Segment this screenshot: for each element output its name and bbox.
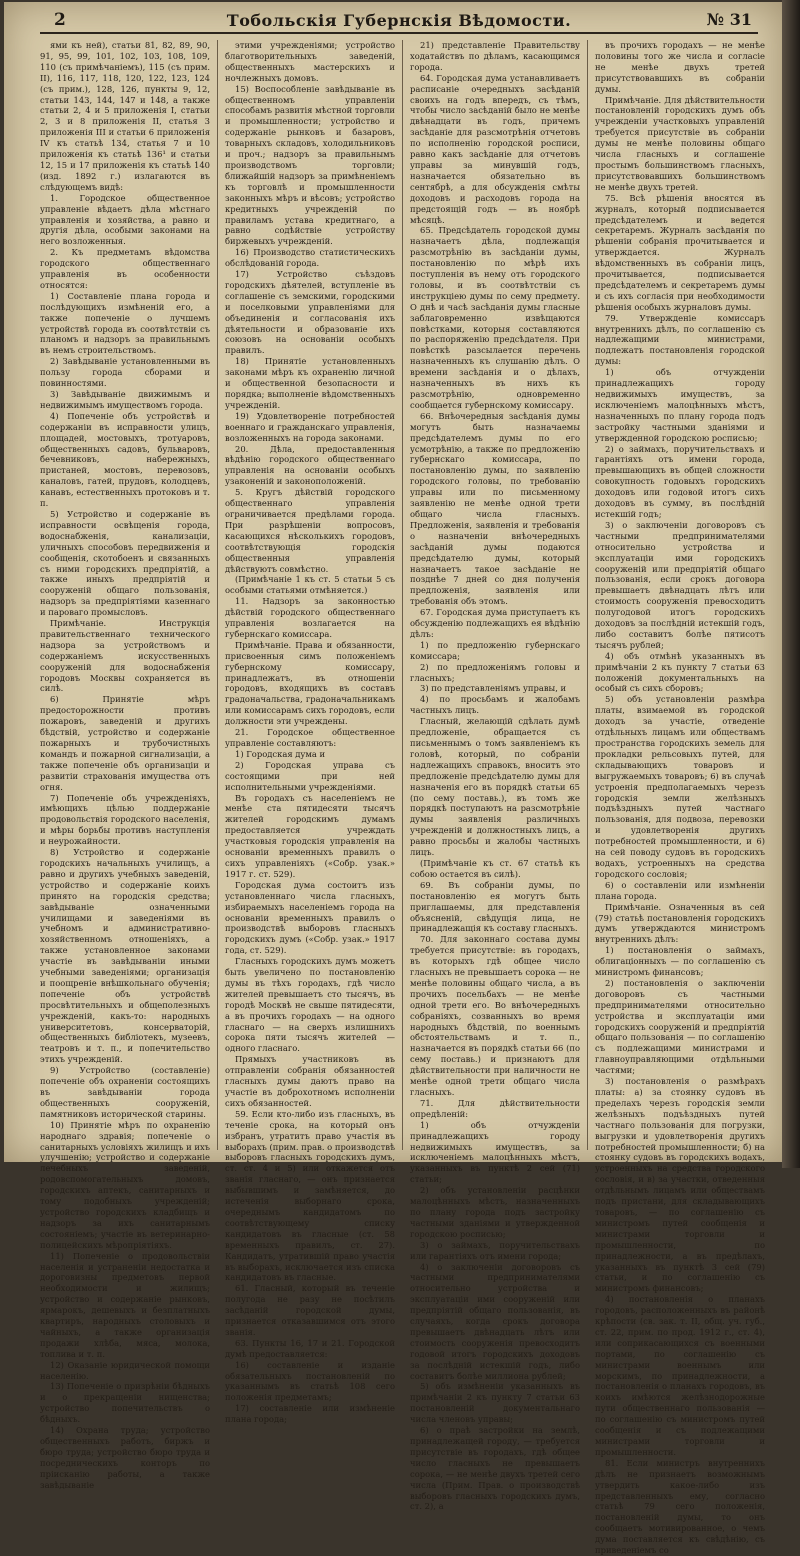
paragraph: 4) Попеченіе объ устройствѣ и содержаніи въ исправности улицъ, площадей, мостовыхъ, тротуаровъ, общественныхъ садовъ, бульваровъ, бечевниковъ, набережныхъ, пристаней, мостовъ, перевозовъ, каналовъ, гатей, прудовъ, колодцевъ, канавъ, естественныхъ протоковъ и т. п. [40,410,210,509]
paragraph: 17) составленіе или измѣненіе плана города; [225,1403,395,1425]
paragraph: 66. Внѣочередныя засѣданія думы могутъ быть назначаемы предсѣдателемъ думы по его усмотрѣнію, а также по предложенію губернскаго комиссара, по постановленію думы, по заявленію городского головы, по требованію управы или по письменному заявленію не менѣе одной трети общаго числа гласныхъ. Предложенія, заявленія и требованія о назначеніи внѣочередныхъ засѣданій думы подаются предсѣдателю думы, который назначаетъ такое засѣданіе не позднѣе 7 дней со дня полученія предложенія, заявленія или требованія объ этомъ. [410,410,580,607]
paragraph: 70. Для законнаго состава думы требуется присутствіе: въ городахъ, въ которыхъ гдѣ общее число гласныхъ не превышаетъ сорока — не менѣе половины общаго числа, а въ прочихъ посельбахъ — не менѣе одной трети его. Во внѣочередныхъ собраніяхъ, созванныхъ во время народныхъ бѣдствій, по военнымъ обстоятельствамъ и т. п., назначается въ порядкѣ статьи 66 (по сему поставь.) и признаютъ для дѣйствительности при наличности не менѣе одной трети общаго числа гласныхъ. [410,934,580,1097]
page-binding-edge [782,0,800,1168]
paragraph: 2) объ установленіи расцѣнки малоцѣнныхъ мѣстъ, назначенныхъ по плану города подъ застройку частными зданіями и утвержденной городскою росписью; [410,1185,580,1239]
paragraph: 4) объ отмѣнѣ указанныхъ въ примѣчаніи 2 къ пункту 7 статьи 63 положеній документальныхъ на особый съ сихъ сборовъ; [595,650,765,694]
paragraph: 20. Дѣла, предоставленныя вѣдѣнію городского общественнаго управленія на основаніи особыхъ узаконеній и законоположеній. [225,443,395,487]
paragraph: 9) Устройство (составленіе) попеченіе объ охраненіи состоящихъ въ завѣдываніи города общественныхъ сооруженій, памятниковъ исторической старины. [40,1065,210,1119]
text-columns [40,40,770,1556]
paragraph: 11. Надзоръ за законностью дѣйствій городского общественнаго управленія возлагается на губернскаго комиссара. [225,596,395,639]
column-1 [40,40,211,1490]
paragraph: 4) о заключеніи договоровъ съ частными предпринимателями относительно устройства и эксплуатаціи ими сооруженій или предпріятій общаго пользованія, въ случаяхъ, когда срокъ договора превышаетъ двѣнадцать лѣтъ или стоимость сооруженія превосходитъ годовой итогъ городскихъ доходовъ за послѣдній истекшій годъ, либо составитъ болѣе миллиона рублей; [410,1261,580,1381]
paragraph: 17) Устройство съѣздовъ городскихъ дѣятелей, вступленіе въ соглашеніе съ земскими, городскими и поселковыми управленіями для объединенія и согласованія ихъ дѣятельности и образованіе ихъ союзовъ на основаніи особыхъ правилъ. [225,269,395,356]
paragraph: 6) Принятіе мѣръ предосторожности противъ пожаровъ, заведеній и другихъ бѣдствій, устройство и содержаніе пожарныхъ и трубочистныхъ командъ и пожарной сигнализаціи, а также попеченіе объ организаціи и развитіи страхованія имущества отъ огня. [40,694,210,792]
paragraph: 5) объ установленіи размѣра платы, взимаемой въ городской доходъ за участіе, отведеніе отдѣльныхъ лицамъ или обществамъ пространства городскихъ земель для прокладки рельсовыхъ путей, для складывающихъ товаровъ и выгружаемыхъ товаровъ; 6) въ случаѣ устроенія предполагаемыхъ черезъ городскія земли желѣзныхъ подъѣздныхъ путей частнаго пользованія, для подвоза, перевозки и удовлетворенія другихъ потребностей промышленности, и 6) на сей поводу судовъ въ городскихъ водахъ, устроенныхъ на средства городского сословія; [595,694,765,879]
paragraph: 2) Городская управа съ состоящими при ней исполнительными учрежденіями. [225,759,395,792]
paragraph: 69. Въ собраніи думы, по постановленію ея могутъ быть приглашаемы, для представленія объясненій, свѣдущія лица, не принадлежащія къ составу гласныхъ. [410,879,580,934]
paragraph: 1) Городская дума и [235,748,326,759]
paragraph: Примѣчаніе. Права и обязанности, присвоенныя симъ положеніемъ губернскому комиссару, принадлежатъ, въ отношеніи городовъ, входящихъ въ составъ градоначальства, градоначальникамъ или комиссарамъ сихъ городовъ, если должности эти учреждены. [225,639,395,727]
paragraph: 21) представленіе Правительству ходатайствъ по дѣламъ, касающимся города. [410,40,580,72]
paragraph: въ прочихъ городахъ — не менѣе половины того же числа и согласіе не менѣе двухъ третей присутствовавшихъ въ собраніи думы. [595,40,765,94]
paragraph: 75. Всѣ рѣшенія вносятся въ журналъ, который подписывается предсѣдателемъ и ведется секретаремъ. Журналъ засѣданія по рѣшеніи собранія прочитывается и утверждается. Журналъ вѣдомственныхъ въ собраніи лицъ, прочитывается, подписывается предсѣдателемъ и секретаремъ думы и съ ихъ согласія при необходимости рѣшенія особыхъ журналовъ думы. [595,192,765,312]
column-divider [402,40,403,1150]
paragraph: 65. Предсѣдатель городской думы назначаетъ дѣла, подлежащія разсмотрѣнію въ засѣданіи думы, постановленію по мѣрѣ ихъ поступленія въ нему отъ городского головы, и въ соотвѣтствіи съ инструкціею думы по сему предмету. О днѣ и часѣ засѣданія думы гласные заблаговременно извѣщаются повѣстками, которыя составляются по распоряженію предсѣдателя. При повѣсткѣ разсылается перечень назначенныхъ къ слушанію дѣлъ. О времени засѣданія и о дѣлахъ, назначенныхъ въ нихъ къ разсмотрѣнію, одновременно сообщается губернскому комиссару. [410,225,580,410]
paragraph: 1) по предложенію губернскаго комиссара; [410,639,580,661]
page-number: 2 [54,10,66,30]
paragraph: 3) Завѣдываніе движимымъ и недвижимымъ имуществомъ города. [40,389,210,410]
paragraph: 5. Кругъ дѣйствій городского общественнаго управленія ограничивается предѣлами города. При разрѣшеніи вопросовъ, касающихся нѣсколькихъ городовъ, соотвѣтствующія городскія общественныя управленія дѣйствуютъ совмѣстно. [225,487,395,574]
paragraph: 12) Оказаніе юридической помощи населенію. [40,1359,210,1381]
column-2 [225,40,395,1425]
paragraph: 6) о праѣ застройки на землѣ, принадлежащей городу, — требуется присутствіе въ городахъ, гдѣ общее число гласныхъ не превышаетъ сорока, — не менѣе двухъ третей сего числа (Прим. Прав. о производствѣ выборовъ гласныхъ городскихъ думъ, ст. 2), а [410,1425,580,1512]
page-header [40,10,758,34]
newspaper-title: Тобольскія Губернскія Вѣдомости. [226,11,572,30]
paragraph: 1) Составленіе плана города и послѣдующихъ измѣненій его, а также попеченіе о лучшемъ устройствѣ города въ соотвѣтствіи съ планомъ и надзоръ за правильнымъ въ немъ строительствомъ. [40,290,210,356]
paragraph: 4) по просьбамъ и жалобамъ частныхъ лицъ. [410,694,580,716]
paragraph: Гласный, желающій сдѣлать думѣ предложеніе, обращается съ письменнымъ о томъ заявленіемъ къ головѣ, который, по собраніи надлежащихъ справокъ, вноситъ это предложеніе предсѣдателю думы для назначенія его въ порядкѣ статьи 65 (по сему поставь.), въ томъ же порядкѣ поступаютъ на разсмотрѣніе думы заявленія различныхъ учрежденій и должностныхъ лицъ, а равно просьбы и жалобы частныхъ лицъ. [410,716,580,858]
paragraph: 13) Попеченіе о призрѣніи бѣдныхъ и о прекращеніи нищенства; устройство попечительствъ о бѣдныхъ. [40,1381,210,1425]
paragraph: 15) Воспособленіе завѣдываніе въ общественномъ управленіи способамъ развитія мѣстной торговли и промышленности; устройство и содержаніе рынковъ и базаровъ, товарныхъ складовъ, холодильниковъ и проч.; надзоръ за правильнымъ производствомъ торговли; ближайшій надзоръ за примѣненіемъ къ торговлѣ и промышленности законныхъ мѣръ и вѣсовъ; устройство кредитныхъ учрежденій по правиламъ устава кредитнаго, а равно содѣйствіе устройству биржевыхъ учрежденій. [225,83,395,247]
paragraph: Городская дума состоитъ изъ установленнаго числа гласныхъ, избираемыхъ населеніемъ города на основаніи временныхъ правилъ о производствѣ выборовъ гласныхъ городскихъ думъ («Собр. узак.» 1917 года, ст. 529). [225,879,395,956]
paragraph: 11) Попеченіе о продовольствіи населенія и устраненіи недостатка и дороговизны предметовъ первой необходимости и жилищъ; устройство и содержаніе рынковъ, ярмарокъ, дешевыхъ и безплатныхъ квартиръ, народныхъ столовыхъ и чайныхъ, а также организація продажи хлѣба, мяса, молока, топлива и т. п. [40,1250,210,1359]
paragraph: 1) постановленія о займахъ, облигаціонныхъ — по соглашенію съ министромъ финансовъ; [595,945,765,978]
paragraph: Прямыхъ участниковъ въ отправленіи собранія обязанностей гласныхъ думы даютъ право на участіе въ доброхотномъ исполненіи сихъ обязанностей. [225,1054,395,1108]
paragraph: 2) Завѣдываніе установленными въ пользу города сборами и повинностями. [40,356,210,389]
paragraph: 1) объ отчужденіи принадлежащихъ городу недвижимыхъ имуществъ, за исключеніемъ малоцѣнныхъ мѣстъ, указанныхъ въ пунктѣ 2 сей (71) статьи; [410,1119,580,1185]
paragraph: 16) Производство статистическихъ обслѣдованій города. [225,247,395,269]
paragraph: 3) о займахъ, поручительствахъ или гарантіяхъ отъ имени города; [410,1239,580,1261]
paragraph: ями къ ней), статьи 81, 82, 89, 90, 91, 95, 99, 101, 102, 103, 108, 109, 110 (съ примѣчаніемъ), 115 (съ прим. II), 116, 117, 118, 120, 122, 123, 124 (съ прим.), 128, 126, пункты 9, 12, статьи 143, 144, 147 и 148, а также статьи 2, 4 и 5 приложенія I, статьи 2, 3 и 8 приложенія II, статья 3 приложенія III и статьи 6 приложенія IV къ статьѣ 134, статья 7 и 10 приложенія къ статьѣ 136¹ и статьи 12, 15 и 17 приложенія къ статьѣ 140 (изд. 1892 г.) излагаются въ слѣдующемъ видѣ: [40,40,210,192]
paragraph: 3) по представленіямъ управы, и [420,683,567,694]
paragraph: 1. Городское общественное управленіе вѣдаетъ дѣла мѣстнаго управленія и хозяйства, а равно и другія дѣла, особыми законами на него возложенныя. [40,192,210,247]
paragraph: 3) постановленія о размѣрахъ платы: а) за стоянку судовъ въ пределахъ черезъ городскія земли желѣзныхъ подъѣздныхъ путей частнаго пользованія для погрузки, выгрузки и удовлетворенія другихъ потребностей промышленности; б) на стоянку судовъ въ городскихъ водахъ, устроенныхъ на средства городского сословія, и в) за участки, отведенныя отдѣльнымъ лицамъ или обществамъ подъ пристани, для складывающихъ товаровъ, — по соглашенію съ министромъ путей сообщенія и министрами торговли и промышленности, по принадлежности, а въ предѣлахъ, указанныхъ въ пунктѣ 3 сей (79) статьи, и по соглашенію съ министромъ финансовъ; [595,1076,765,1294]
paragraph: 2) о займахъ, поручительствахъ и гарантіяхъ отъ имени города, превышающихъ въ общей сложности совокупность годовыхъ городскихъ доходовъ или годовой итогъ сихъ доходовъ въ сумму, въ послѣдній истекшій годъ; [595,443,765,519]
paragraph: 63. Пункты 16, 17 и 21. Городской думѣ предоставляется: [225,1337,395,1359]
paragraph: 14) Охрана труда; устройство общественныхъ работъ, биржъ и бюро труда; устройство бюро труда и посредническихъ конторъ по пріисканію работы, а также завѣдываніе [40,1425,210,1490]
paragraph: 2) постановленія о заключеніи договоровъ съ частными предпринимателями относительно устройства и эксплуатаціи ими городскихъ сооруженій и предпріятій общаго пользованія — по соглашенію съ подлежащими министрами и главноуправляющими отдѣльными частями; [595,977,765,1076]
paragraph: 81. Если министръ внутреннихъ дѣлъ не признаетъ возможнымъ утвердить какое-либо изъ представленныхъ ему, согласно статьѣ 79 сего положенія, постановленій думы, то онъ сообщаетъ мотивированное, о чемъ дума поставляется къ свѣдѣнію, съ приведеніемъ со [595,1457,765,1556]
paragraph: 3) о заключеніи договоровъ съ частными предпринимателями относительно устройства и эксплуатаціи ими городскихъ сооруженій или предпріятій общаго пользованія, если срокъ договора превышаетъ двѣнадцать лѣтъ или стоимость сооруженія превосходитъ полугодовой итогъ городскихъ доходовъ за послѣдній истекшій годъ, либо составитъ болѣе пятисотъ тысячъ рублей; [595,519,765,650]
issue-number: № 31 [706,10,752,29]
paragraph: 10) Принятіе мѣръ по охраненію народнаго здравія; попеченіе о санитарныхъ условіяхъ жилищъ и ихъ улучшенію; устройство и содержаніе лечебныхъ заведеній, родовспомогательныхъ домовъ, городскихъ аптекъ, санитарныхъ и тому подобныхъ учрежденій; устройство городскихъ кладбищъ и надзоръ за ихъ санитарнымъ состояніемъ; участіе въ ветеринарно-полицейскихъ мѣропріятіяхъ. [40,1119,211,1250]
paragraph: 59. Если кто-либо изъ гласныхъ, въ теченіе срока, на который онъ избранъ, утратитъ право участія въ выборахъ (прим. прав. о производствѣ выборовъ гласныхъ городскихъ думъ, ст. ст. 4 и 5) или откажется отъ званія гласнаго, — онъ признается выбывшимъ и замѣняется, до истеченія выборнаго срока, очереднымъ кандидатомъ по соотвѣтствующему списку кандидатовъ въ гласные (ст. 58 временныхъ правилъ, ст. 27). Кандидатъ, утратившій право участія въ выборахъ, исключается изъ списка кандидатовъ въ гласные. [225,1108,395,1283]
paragraph: 16) составленіе и изданіе обязательныхъ постановленій по указаннымъ въ статьѣ 108 сего положенія предметамъ; [225,1359,395,1403]
paragraph: 8) Устройство и содержаніе городскихъ начальныхъ училищъ, а равно и другихъ учебныхъ заведеній, устройство и содержаніе коихъ принято на городскія средства; завѣдываніе означенными училищами и заведеніями въ учебномъ и административно-хозяйственномъ отношеніяхъ, а также установленное законами участіе въ завѣдываніи иными учебными заведеніями; организація и поощреніе внѣшкольнаго обученія; попеченіе объ устройствѣ просвѣтительныхъ и общеполезныхъ учрежденій, какъ-то: народныхъ университетовъ, консерваторій, общественныхъ библіотекъ, музеевъ, театровъ и т. п., и попечительство этихъ учрежденій. [40,847,210,1065]
paragraph: 4) постановленія о планахъ городовъ, расположенныхъ въ районѣ крѣпости (св. зак. т. II, общ. уч. губ., ст. 22, прим. по прод. 1912 г., ст. 4), или соприкасающихся съ военными портами, по соглашенію съ министрами военнымъ или морскимъ, по принадлежности, а постановленія о планахъ городовъ, въ коихъ имѣются желѣзнодорожные пути общественнаго пользованія — по соглашенію съ министромъ путей сообщенія и съ подлежащими министрами торговли и промышленности. [595,1294,765,1457]
paragraph: 21. Городское общественное управленіе составляютъ: [225,727,395,748]
paragraph: 18) Принятіе установленныхъ законами мѣръ къ охраненію личной и общественной безопасности и порядка; выполненіе вѣдомственныхъ учрежденій. [225,356,395,410]
paragraph: 2. Къ предметамъ вѣдомства городского общественнаго управленія въ особенности относятся: [40,247,210,290]
paragraph: 5) Устройство и содержаніе въ исправности освѣщенія города, водоснабженія, канализаціи, уличныхъ способовъ передвиженія и сообщенія, скотобоенъ и связанныхъ съ ними городскихъ предпріятій, а также иныхъ предпріятій и сооруженій общаго пользованія, надзоръ за предпріятіями казеннаго и пароваго промысловъ. [40,508,210,618]
paragraph: 67. Городская дума приступаетъ къ обсужденію подлежащихъ ея вѣдѣнію дѣлъ: [410,607,580,639]
paragraph: Въ городахъ съ населеніемъ не менѣе ста пятидесяти тысячъ жителей городскимъ думамъ предоставляется учреждать участковыя городскія управленія на основаніи временныхъ правилъ о сихъ управленіяхъ («Собр. узак.» 1917 г. ст. 529). [225,792,395,879]
column-3 [410,40,580,1512]
paragraph: 64. Городская дума устанавливаетъ расписаніе очередныхъ засѣданій своихъ на годъ впередъ, съ тѣмъ, чтобы число засѣданій было не менѣе двѣнадцати въ годъ, причемъ засѣданіе для разсмотрѣнія отчетовъ по исполненію городской росписи, равно какъ засѣданіе для отчетовъ управы за минувшій годъ, назначается обязательно въ сентябрѣ, а для обсужденія смѣты доходовъ и расходовъ города на предстоящій годъ — въ ноябрѣ мѣсяцѣ. [410,72,580,225]
paragraph: 5) объ измѣненіи указанныхъ въ примѣчаніи 2 къ пункту 7 статьи 63 постановленій документальнаго числа членовъ управы; [410,1381,580,1425]
paragraph: 7) Попеченіе объ учрежденіяхъ, имѣющихъ цѣлью поддержаніе продовольствія городского населенія, и мѣры борьбы противъ наступленія и неурожайности. [40,792,210,847]
paragraph: 19) Удовлетвореніе потребностей военнаго и гражданскаго управленія, возложенныхъ на города законами. [225,410,395,443]
paragraph: (Примѣчаніе къ ст. 67 статьѣ къ собою остается въ силѣ). [410,857,580,879]
paragraph: (Примѣчаніе 1 къ ст. 5 статьи 5 съ особыми статьями отмѣняется.) [225,574,395,596]
paragraph: 61. Гласный, который въ теченіе полугода не разу не посѣтилъ засѣданій городской думы, признается отказавшимся отъ этого званія. [225,1283,395,1337]
paragraph: Гласныхъ городскихъ думъ можетъ быть увеличено по постановленію думы въ тѣхъ городахъ, гдѣ число жителей превышаетъ сто тысячъ, въ городѣ Москвѣ не свыше пятидесяти, а въ прочихъ городахъ — на одного гласнаго — на сверхъ излишнихъ сорока пяти тысячъ жителей — одного гласнаго. [225,956,395,1054]
column-4 [595,40,765,1556]
column-divider [587,40,588,1150]
paragraph: Примѣчаніе. Инструкція правительственнаго технического надзора за устройствомъ и содержаніемъ искусственныхъ сооруженій для водоснабженія городовъ Москвы сохраняется въ силѣ. [40,618,210,694]
paragraph: Примѣчаніе. Означенныя въ сей (79) статьѣ постановленія городскихъ думъ утверждаются министромъ внутреннихъ дѣлъ: [595,901,765,945]
paragraph: 71. Для дѣйствительности опредѣленій: [410,1097,580,1119]
paragraph: Примѣчаніе. Для дѣйствительности постановленій городскихъ думъ объ учрежденіи участковыхъ управленій требуется присутствіе въ собраніи думы не менѣе половины общаго числа гласныхъ и соглашеніе простымъ большинствомъ гласныхъ, присутствовавшихъ большинствомъ не менѣе двухъ третей. [595,94,765,192]
paragraph: 79. Утвержденіе комиссаръ внутреннихъ дѣлъ, по соглашенію съ надлежащими министрами, подлежатъ постановленія городской думы: [595,312,765,367]
paragraph: 2) по предложеніямъ головы и гласныхъ; [410,661,580,683]
paragraph: этими учрежденіями; устройство благотворительныхъ заведеній, общественныхъ мастерскихъ и ночлежныхъ домовъ. [225,40,395,83]
newspaper-page [4,2,782,1556]
paragraph: 1) объ отчужденіи принадлежащихъ городу недвижимыхъ имуществъ, за исключеніемъ малоцѣнныхъ мѣстъ, назначенныхъ по плану города подъ застройку частными зданіями и утвержденной городскою росписью; [595,367,765,443]
paragraph: 6) о составленіи или измѣненіи плана города. [595,879,765,901]
column-divider [217,40,218,1150]
